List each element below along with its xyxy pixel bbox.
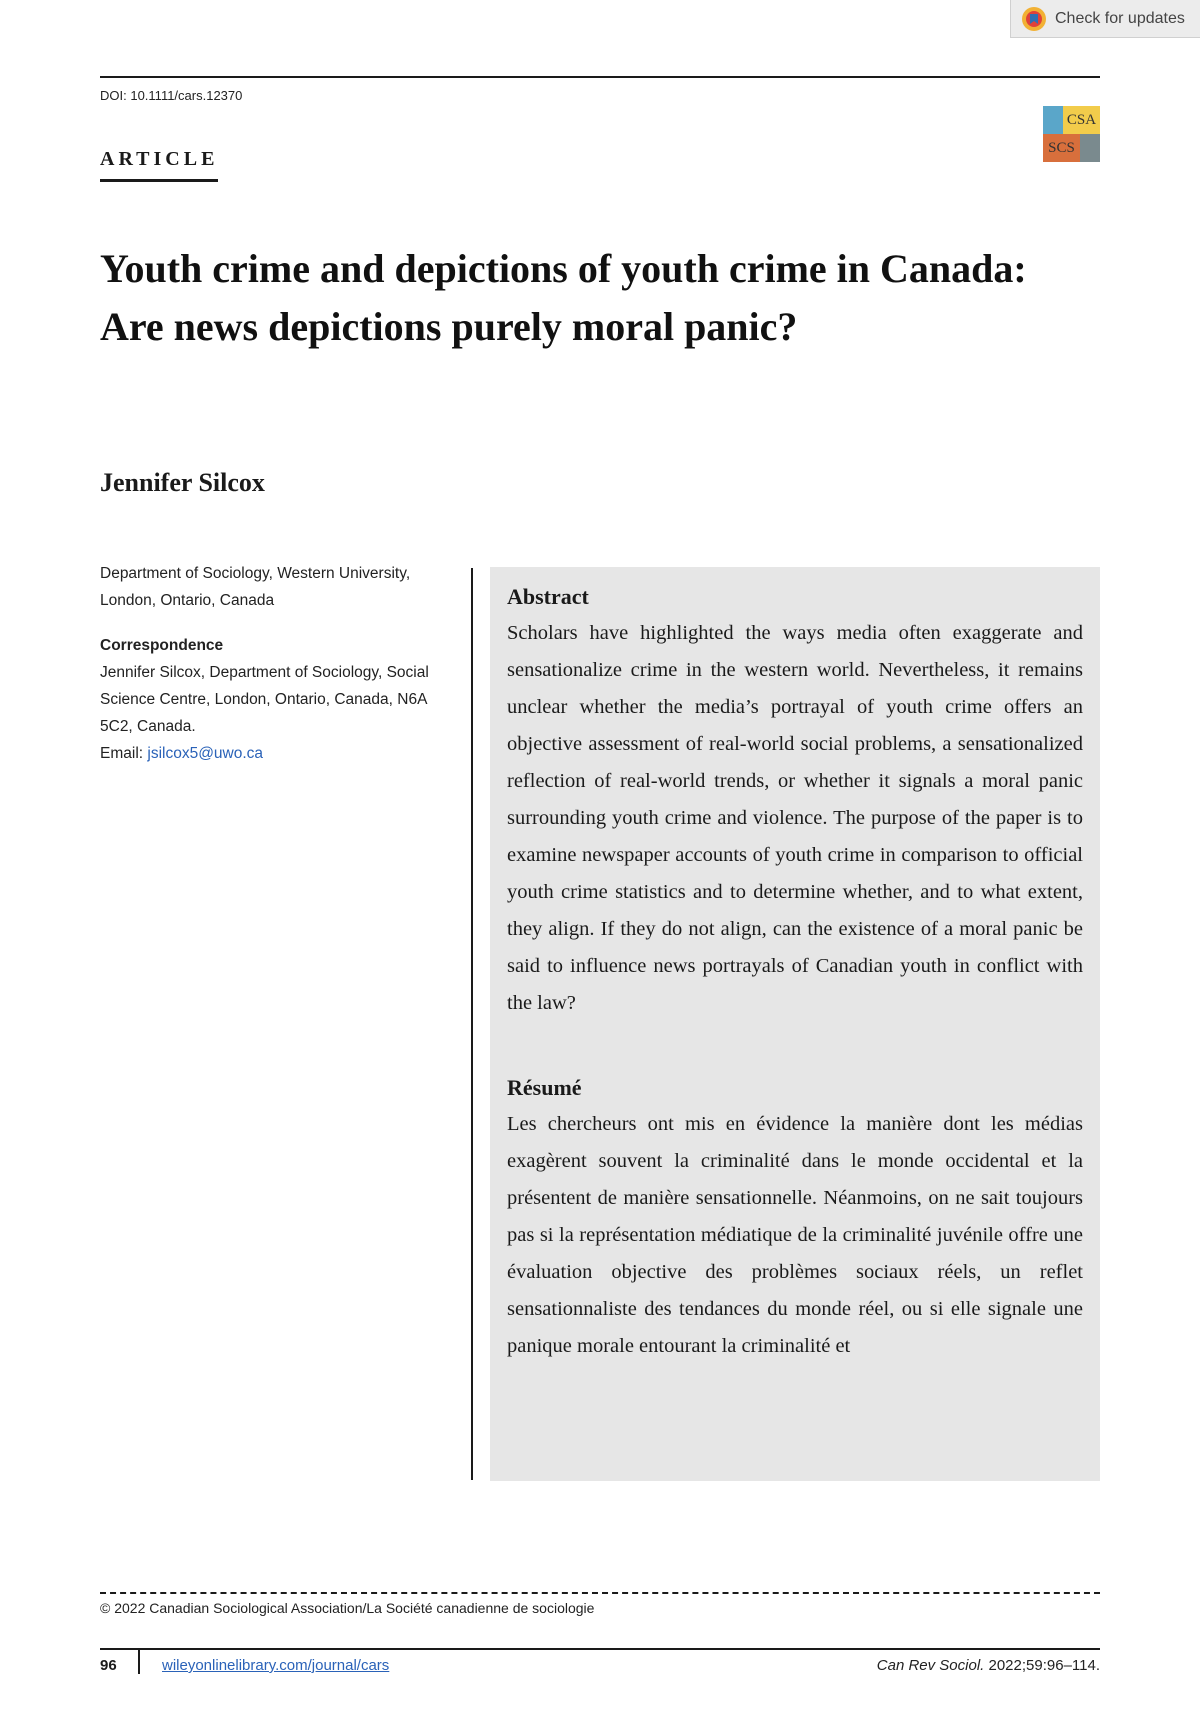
check-for-updates-label: Check for updates	[1055, 9, 1185, 27]
footer-dashed-rule	[100, 1592, 1100, 1594]
resume-heading: Résumé	[507, 1075, 582, 1100]
affiliation-column	[100, 560, 445, 767]
author-name: Jennifer Silcox	[100, 468, 265, 497]
footer-rule	[100, 1648, 1100, 1650]
doi: DOI: 10.1111/cars.12370	[100, 88, 243, 103]
check-for-updates-button[interactable]	[1010, 0, 1200, 38]
logo-top-text: CSA	[1063, 106, 1100, 134]
correspondence-heading: Correspondence	[100, 637, 224, 654]
article-type-label: ARTICLE	[100, 148, 218, 182]
abstract-text: Scholars have highlighted the ways media often exaggerate and sensationalize crime in the western world. Nevertheless, it remains unclear whether the media’s portrayal of youth crime offers an objective assessment of real-world social problems, a sensationalized reflection of real-world trends, or whether it signals a moral panic surrounding youth crime and violence. The purpose of the paper is to examine newspaper accounts of youth crime in comparison to official youth crime statistics and to determine whether, and to what extent, they align. If they do not align, can the existence of a moral panic be said to influence news portrayals of Canadian youth in conflict with the law?	[507, 622, 1083, 1014]
page-number-separator	[138, 1650, 140, 1674]
crossmark-icon	[1021, 6, 1047, 32]
abstract-heading: Abstract	[507, 584, 589, 609]
citation	[877, 1657, 1100, 1674]
article-title: Youth crime and depictions of youth crime in Canada: Are news depictions purely moral panic?	[100, 246, 1027, 349]
email-line	[100, 740, 445, 767]
correspondence-text: Jennifer Silcox, Department of Sociology, Social Science Centre, London, Ontario, Canada, N6A 5C2, Canada.	[100, 664, 429, 735]
column-divider	[471, 568, 473, 1480]
top-rule	[100, 76, 1100, 78]
citation-journal: Can Rev Sociol.	[876, 1657, 985, 1674]
email-link[interactable]: jsilcox5@uwo.ca	[147, 745, 264, 762]
abstract-box	[490, 567, 1100, 1481]
journal-link[interactable]: wileyonlinelibrary.com/journal/cars	[162, 1657, 390, 1674]
affiliation: Department of Sociology, Western University, London, Ontario, Canada	[100, 565, 411, 609]
page-number: 96	[100, 1657, 117, 1674]
email-label: Email:	[100, 745, 148, 762]
logo-bottom-text: SCS	[1043, 134, 1080, 162]
citation-details: 2022;59:96–114.	[984, 1657, 1100, 1674]
csa-scs-logo	[1043, 106, 1100, 162]
copyright: © 2022 Canadian Sociological Association/La Société canadienne de sociologie	[100, 1600, 595, 1616]
resume-text: Les chercheurs ont mis en évidence la manière dont les médias exagèrent souvent la criminalité dans le monde occidental et la présentent de manière sensationnelle. Néanmoins, on ne sait toujours pas si la représentation médiatique de la criminalité juvénile offre une évaluation objective des problèmes sociaux réels, un reflet sensationnaliste des tendances du monde réel, ou si elle signale une panique morale entourant la criminalité et	[507, 1113, 1083, 1357]
